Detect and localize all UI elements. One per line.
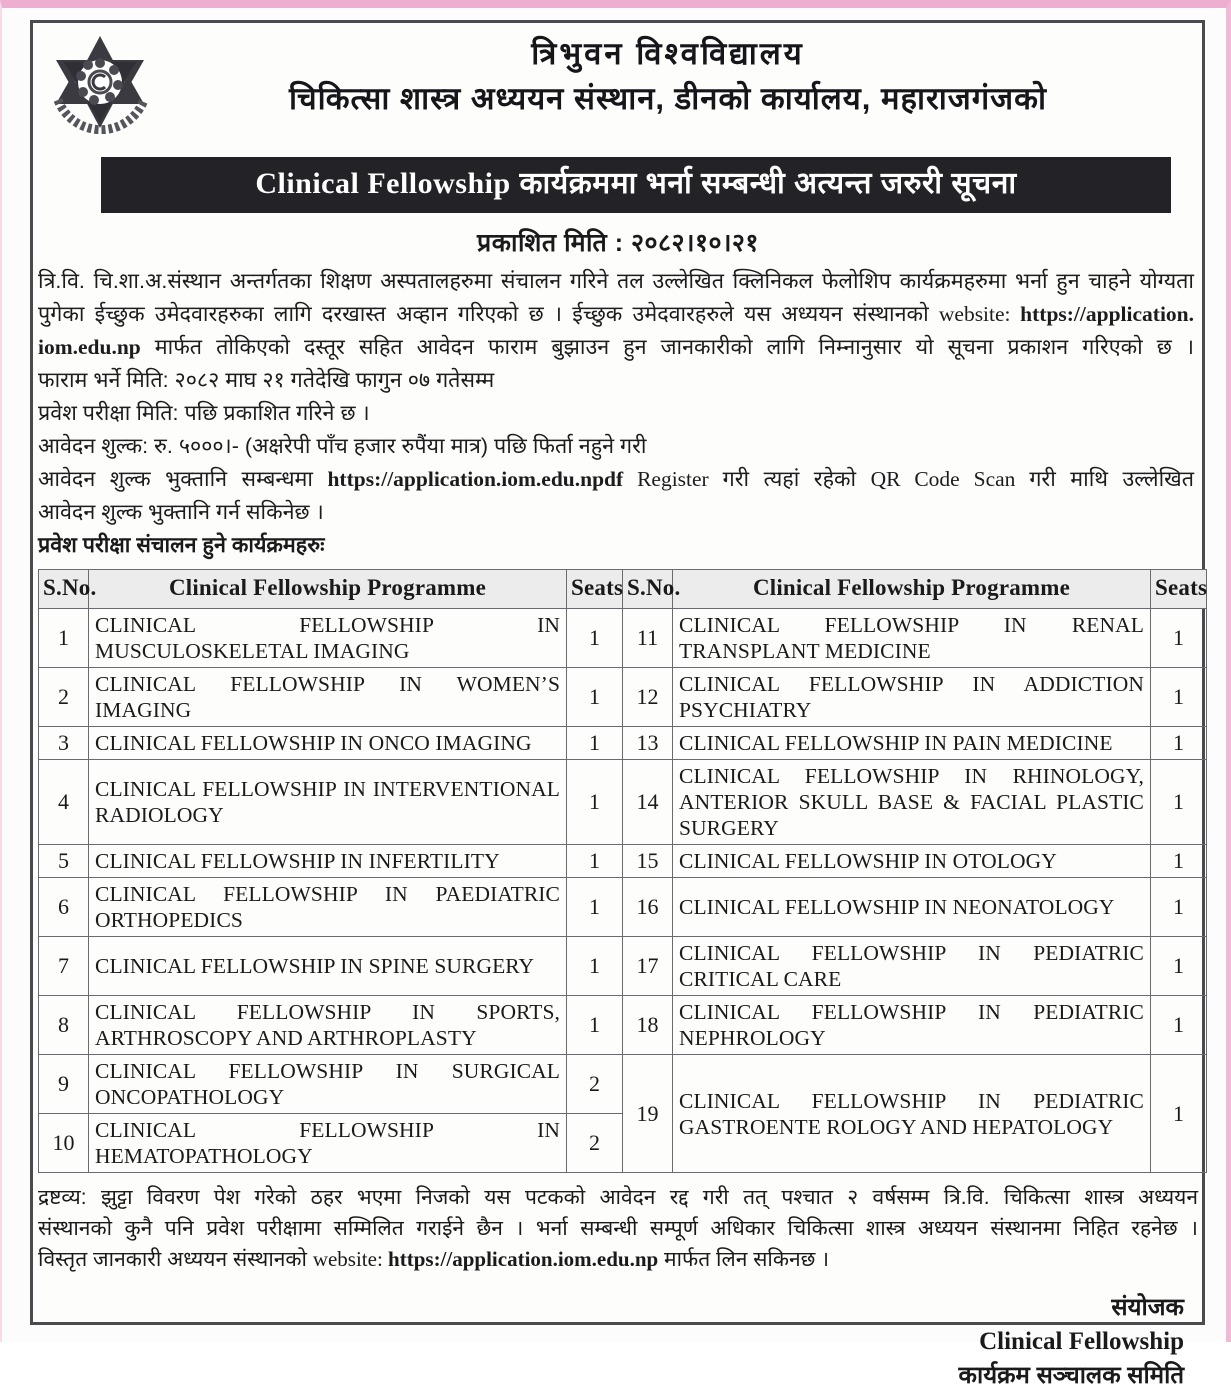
col-seats-right: Seats	[1151, 570, 1207, 609]
signature-programme-name: Clinical Fellowship	[979, 1328, 1184, 1355]
row-programme: CLINICAL FELLOWSHIP IN ONCO IMAGING	[89, 727, 567, 760]
qr-code-scan-text: QR Code Scan	[870, 467, 1030, 491]
row-sno-2: 17	[623, 937, 673, 996]
row-sno: 4	[39, 760, 89, 845]
row-seats: 1	[567, 845, 623, 878]
row-sno-2: 11	[623, 609, 673, 668]
table-row	[39, 760, 1207, 845]
table-header-row	[39, 570, 1207, 609]
row-programme: CLINICAL FELLOWSHIP IN INFERTILITY	[89, 845, 567, 878]
banner-english-title: Clinical Fellowship	[255, 167, 511, 200]
row-programme: CLINICAL FELLOWSHIP IN INTERVENTIONAL RADIOLOGY	[89, 760, 567, 845]
row-programme: CLINICAL FELLOWSHIP IN MUSCULOSKELETAL IMAGING	[89, 609, 567, 668]
row-sno-2: 19	[623, 1055, 673, 1173]
row-seats: 2	[567, 1114, 623, 1173]
payment-instruction-line-2: आवेदन शुल्क भुक्तानि गर्न सकिनेछ ।	[38, 500, 324, 524]
row-seats: 1	[567, 996, 623, 1055]
payment-prefix: आवेदन शुल्क भुक्तानि सम्बन्धमा	[38, 467, 328, 491]
row-sno: 5	[39, 845, 89, 878]
university-name: त्रिभुवन विश्वविद्यालय	[531, 36, 805, 71]
notice-title-banner	[102, 158, 1170, 212]
institute-name: चिकित्सा शास्त्र अध्ययन संस्थान, डीनको कार्यालय, महाराजगंजको	[288, 81, 1048, 116]
row-programme: CLINICAL FELLOWSHIP IN WOMEN’S IMAGING	[89, 668, 567, 727]
row-seats: 1	[567, 878, 623, 937]
table-row	[39, 937, 1207, 996]
intro-paragraph-line-3	[38, 331, 1194, 364]
published-date: प्रकाशित मिति : २०८२।१०।२१	[477, 229, 759, 257]
payment-url: https://application.iom.edu.npdf	[327, 467, 624, 491]
row-sno-2: 13	[623, 727, 673, 760]
row-programme-2: CLINICAL FELLOWSHIP IN RHINOLOGY, ANTERIOR SKULL BASE & FACIAL PLASTIC SURGERY	[673, 760, 1151, 845]
register-word: Register	[623, 467, 723, 491]
row-seats-2: 1	[1151, 1055, 1207, 1173]
intro-paragraph-line-2	[38, 298, 1194, 331]
table-row	[39, 727, 1207, 760]
row-seats-2: 1	[1151, 668, 1207, 727]
row-sno-2: 15	[623, 845, 673, 878]
footnote-line3-suffix: मार्फत लिन सकिनछ ।	[658, 1248, 830, 1271]
intro-line2-text: पुगेका ईच्छुक उमेदवारहरुका लागि दरखास्त अव्हान गरिएको छ । ईच्छुक उमेदवारहरुले यस अध्ययन संस्थानको	[38, 302, 939, 326]
row-seats-2: 1	[1151, 760, 1207, 845]
notice-document	[38, 26, 1208, 1389]
col-programme-right: Clinical Fellowship Programme	[673, 570, 1151, 609]
notice-body	[38, 265, 1198, 561]
row-programme-2: CLINICAL FELLOWSHIP IN NEONATOLOGY	[673, 878, 1151, 937]
table-row	[39, 878, 1207, 937]
row-seats: 1	[567, 668, 623, 727]
row-seats-2: 1	[1151, 996, 1207, 1055]
row-programme-2: CLINICAL FELLOWSHIP IN PEDIATRIC NEPHROLOGY	[673, 996, 1151, 1055]
notice-footnote	[38, 1182, 1198, 1275]
payment-instruction-line-1	[38, 463, 1194, 496]
row-sno: 7	[39, 937, 89, 996]
row-programme-2: CLINICAL FELLOWSHIP IN RENAL TRANSPLANT MEDICINE	[673, 609, 1151, 668]
row-seats-2: 1	[1151, 878, 1207, 937]
row-sno: 6	[39, 878, 89, 937]
row-programme-2: CLINICAL FELLOWSHIP IN OTOLOGY	[673, 845, 1151, 878]
payment-nepali-1: गरी त्यहां रहेको	[722, 467, 871, 491]
row-seats: 1	[567, 937, 623, 996]
application-url-part1: https://application.	[1020, 302, 1194, 326]
document-header	[38, 26, 1198, 154]
signature-block	[38, 1291, 1198, 1393]
footnote-website-label: website:	[312, 1247, 389, 1271]
signature-committee: कार्यक्रम सञ्चालक समिति	[958, 1362, 1184, 1389]
table-body	[39, 609, 1207, 1173]
payment-nepali-2: गरी माथि उल्लेखित	[1029, 467, 1194, 491]
row-seats: 2	[567, 1055, 623, 1114]
row-programme: CLINICAL FELLOWSHIP IN SPINE SURGERY	[89, 937, 567, 996]
intro-line3-text: मार्फत तोकिएको दस्तूर सहित आवेदन फाराम बुझाउन हुन जानकारीको लागि निम्नानुसार यो सूचना प्रकाशन गरिएको छ ।	[140, 335, 1194, 359]
application-fee: आवेदन शुल्क: रु. ५०००।- (अक्षरेपी पाँच हजार रुपैंया मात्र) पछि फिर्ता नहुने गरी	[38, 434, 647, 458]
row-seats: 1	[567, 760, 623, 845]
banner-nepali-title: कार्यक्रममा भर्ना सम्बन्धी अत्यन्त जरुरी सूचना	[510, 167, 1017, 200]
col-programme-left: Clinical Fellowship Programme	[89, 570, 567, 609]
entrance-exam-date: प्रवेश परीक्षा मिति: पछि प्रकाशित गरिने छ ।	[38, 401, 370, 425]
footnote-line3-prefix: विस्तृत जानकारी अध्ययन संस्थानको	[38, 1248, 313, 1271]
row-seats: 1	[567, 609, 623, 668]
row-programme-2: CLINICAL FELLOWSHIP IN PEDIATRIC GASTROENTE ROLOGY AND HEPATOLOGY	[673, 1055, 1151, 1173]
col-sno-left: S.No.	[39, 570, 89, 609]
row-sno: 9	[39, 1055, 89, 1114]
website-label: website:	[938, 302, 1021, 326]
row-sno: 8	[39, 996, 89, 1055]
intro-paragraph-line-1: त्रि.वि. चि.शा.अ.संस्थान अन्तर्गतका शिक्षण अस्पतालहरुमा संचालन गरिने तल उल्लेखित क्लिनिकल फेलोशिप कार्यक्रमहरुमा भर्ना हुन चाहने योग्यता	[38, 269, 1194, 293]
footnote-line-1: द्रष्टव्य: झुट्टा विवरण पेश गरेको ठहर भएमा निजको यस पटकको आवेदन रद्द गरी तत् पश्चात २ वर्षसम्म त्रि.वि. चिकित्सा शास्त्र अध्ययन	[38, 1186, 1198, 1209]
table-row	[39, 996, 1207, 1055]
row-programme: CLINICAL FELLOWSHIP IN SURGICAL ONCOPATHOLOGY	[89, 1055, 567, 1114]
row-seats-2: 1	[1151, 845, 1207, 878]
footnote-application-url: https://application.iom.edu.np	[388, 1247, 659, 1271]
row-sno-2: 12	[623, 668, 673, 727]
row-programme-2: CLINICAL FELLOWSHIP IN PAIN MEDICINE	[673, 727, 1151, 760]
fellowship-programmes-table	[38, 569, 1207, 1173]
table-row	[39, 609, 1207, 668]
row-programme: CLINICAL FELLOWSHIP IN HEMATOPATHOLOGY	[89, 1114, 567, 1173]
row-programme-2: CLINICAL FELLOWSHIP IN PEDIATRIC CRITICAL CARE	[673, 937, 1151, 996]
col-sno-right: S.No.	[623, 570, 673, 609]
table-row	[39, 1055, 1207, 1114]
row-sno: 2	[39, 668, 89, 727]
application-url-part2: iom.edu.np	[38, 335, 141, 359]
row-programme: CLINICAL FELLOWSHIP IN PAEDIATRIC ORTHOPEDICS	[89, 878, 567, 937]
row-sno: 3	[39, 727, 89, 760]
row-seats: 1	[567, 727, 623, 760]
row-seats-2: 1	[1151, 937, 1207, 996]
row-programme-2: CLINICAL FELLOWSHIP IN ADDICTION PSYCHIATRY	[673, 668, 1151, 727]
row-sno: 1	[39, 609, 89, 668]
footnote-line-3	[38, 1244, 1198, 1275]
col-seats-left: Seats	[567, 570, 623, 609]
row-programme: CLINICAL FELLOWSHIP IN SPORTS, ARTHROSCOPY AND ARTHROPLASTY	[89, 996, 567, 1055]
form-submission-date: फाराम भर्ने मिति: २०८२ माघ २१ गतेदेखि फागुन ०७ गतेसम्म	[38, 368, 495, 392]
table-row	[39, 845, 1207, 878]
row-seats-2: 1	[1151, 609, 1207, 668]
row-sno: 10	[39, 1114, 89, 1173]
row-sno-2: 18	[623, 996, 673, 1055]
row-sno-2: 14	[623, 760, 673, 845]
footnote-line-2: संस्थानको कुनै पनि प्रवेश परीक्षामा सम्मिलित गराईने छैन । भर्ना सम्बन्धी सम्पूर्ण अधिकार चिकित्सा शास्त्र अध्ययन संस्थानमा निहित रहनेछ ।	[38, 1217, 1198, 1240]
table-row	[39, 668, 1207, 727]
signature-coordinator: संयोजक	[1111, 1294, 1184, 1321]
row-seats-2: 1	[1151, 727, 1207, 760]
row-sno-2: 16	[623, 878, 673, 937]
programmes-subheading: प्रवेश परीक्षा संचालन हुने कार्यक्रमहरुः	[38, 533, 325, 557]
tribhuvan-university-logo-icon	[48, 30, 152, 134]
